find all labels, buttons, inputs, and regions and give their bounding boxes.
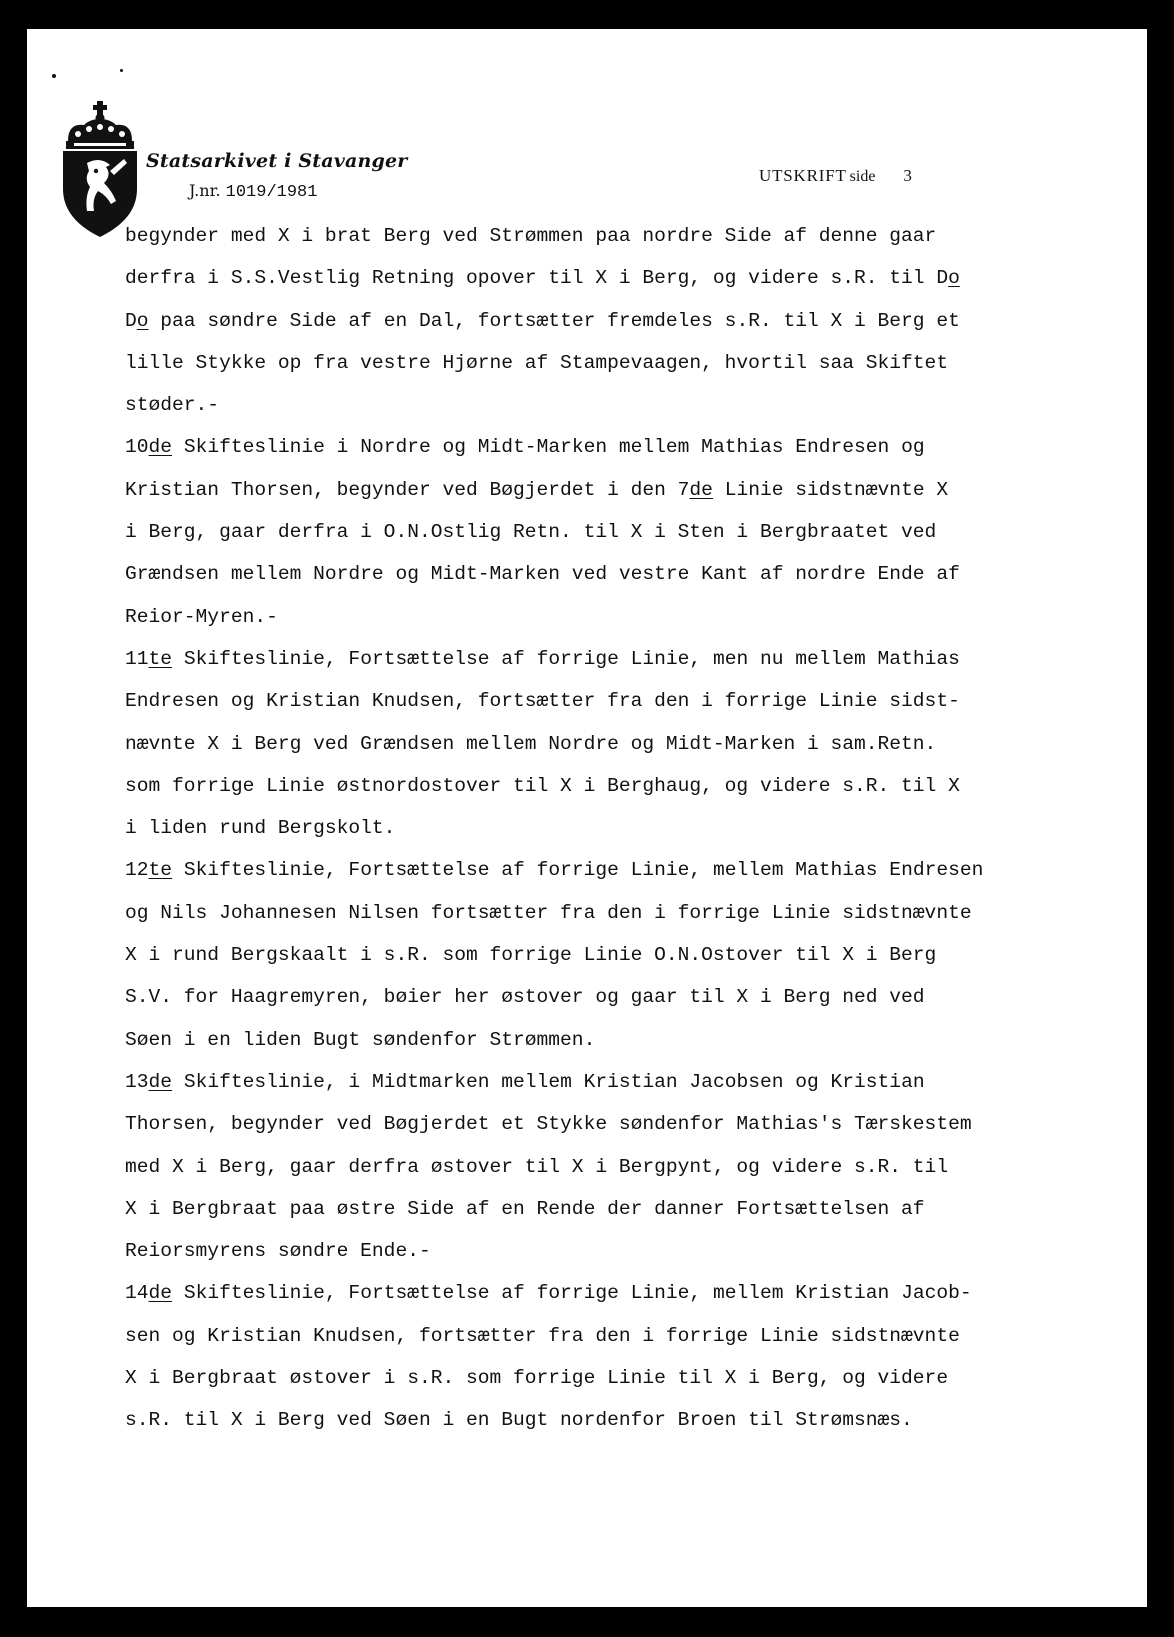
text-line: 11te Skifteslinie, Fortsættelse af forrige Linie, men nu mellem Mathias bbox=[125, 647, 960, 670]
text-line: S.V. for Haagremyren, bøier her østover og gaar til X i Berg ned ved bbox=[125, 986, 925, 1009]
text-line: i Berg, gaar derfra i O.N.Ostlig Retn. til X i Sten i Bergbraatet ved bbox=[125, 521, 937, 544]
text-line: s.R. til X i Berg ved Søen i en Bugt nordenfor Broen til Strømsnæs. bbox=[125, 1409, 913, 1432]
journal-number: 1019/1981 bbox=[225, 183, 318, 202]
journal-label: J.nr. bbox=[189, 181, 221, 200]
text-line: Søen i en liden Bugt søndenfor Strømmen. bbox=[125, 1028, 596, 1051]
document-page bbox=[27, 29, 1147, 1607]
document-body bbox=[125, 215, 1135, 1442]
text-line: Do paa søndre Side af en Dal, fortsætter fremdeles s.R. til X i Berg et bbox=[125, 309, 960, 332]
text-line: Reior-Myren.- bbox=[125, 605, 278, 628]
text-line: 12te Skifteslinie, Fortsættelse af forrige Linie, mellem Mathias Endresen bbox=[125, 859, 984, 882]
text-line: med X i Berg, gaar derfra østover til X i Bergpynt, og videre s.R. til bbox=[125, 1155, 949, 1178]
paper-speck bbox=[52, 74, 56, 78]
text-line: X i Bergbraat østover i s.R. som forrige Linie til X i Berg, og videre bbox=[125, 1367, 949, 1390]
text-line: 13de Skifteslinie, i Midtmarken mellem Kristian Jacobsen og Kristian bbox=[125, 1070, 925, 1093]
page-number: 3 bbox=[903, 166, 913, 185]
text-line: derfra i S.S.Vestlig Retning opover til X i Berg, og videre s.R. til Do bbox=[125, 267, 960, 290]
text-line: X i rund Bergskaalt i s.R. som forrige Linie O.N.Ostover til X i Berg bbox=[125, 944, 937, 967]
text-line: sen og Kristian Knudsen, fortsætter fra den i forrige Linie sidstnævnte bbox=[125, 1324, 960, 1347]
text-line: og Nils Johannesen Nilsen fortsætter fra den i forrige Linie sidstnævnte bbox=[125, 901, 972, 924]
text-line: som forrige Linie østnordostover til X i Berghaug, og videre s.R. til X bbox=[125, 774, 960, 797]
side-label: side bbox=[849, 168, 876, 185]
journal-number-line bbox=[189, 181, 317, 202]
text-line: 10de Skifteslinie i Nordre og Midt-Marken mellem Mathias Endresen og bbox=[125, 436, 925, 459]
text-line: X i Bergbraat paa østre Side af en Rende der danner Fortsættelsen af bbox=[125, 1197, 925, 1220]
page-label bbox=[759, 166, 913, 186]
text-line: begynder med X i brat Berg ved Strømmen paa nordre Side af denne gaar bbox=[125, 225, 937, 247]
text-line: 14de Skifteslinie, Fortsættelse af forrige Linie, mellem Kristian Jacob- bbox=[125, 1282, 972, 1305]
text-line: Reiorsmyrens søndre Ende.- bbox=[125, 1240, 431, 1263]
text-line: Kristian Thorsen, begynder ved Bøgjerdet i den 7de Linie sidstnævnte X bbox=[125, 478, 949, 501]
text-line: støder.- bbox=[125, 394, 220, 417]
text-line: Thorsen, begynder ved Bøgjerdet et Stykke søndenfor Mathias's Tærskestem bbox=[125, 1113, 972, 1136]
document-label: UTSKRIFT bbox=[759, 166, 847, 185]
text-line: i liden rund Bergskolt. bbox=[125, 817, 396, 840]
archive-name: Statsarkivet i Stavanger bbox=[146, 150, 408, 172]
text-line: Endresen og Kristian Knudsen, fortsætter fra den i forrige Linie sidst- bbox=[125, 690, 960, 713]
text-line: lille Stykke op fra vestre Hjørne af Stampevaagen, hvortil saa Skiftet bbox=[125, 351, 949, 374]
text-line: nævnte X i Berg ved Grændsen mellem Nordre og Midt-Marken i sam.Retn. bbox=[125, 732, 937, 755]
text-line: Grændsen mellem Nordre og Midt-Marken ved vestre Kant af nordre Ende af bbox=[125, 563, 960, 586]
paper-speck bbox=[120, 69, 123, 72]
